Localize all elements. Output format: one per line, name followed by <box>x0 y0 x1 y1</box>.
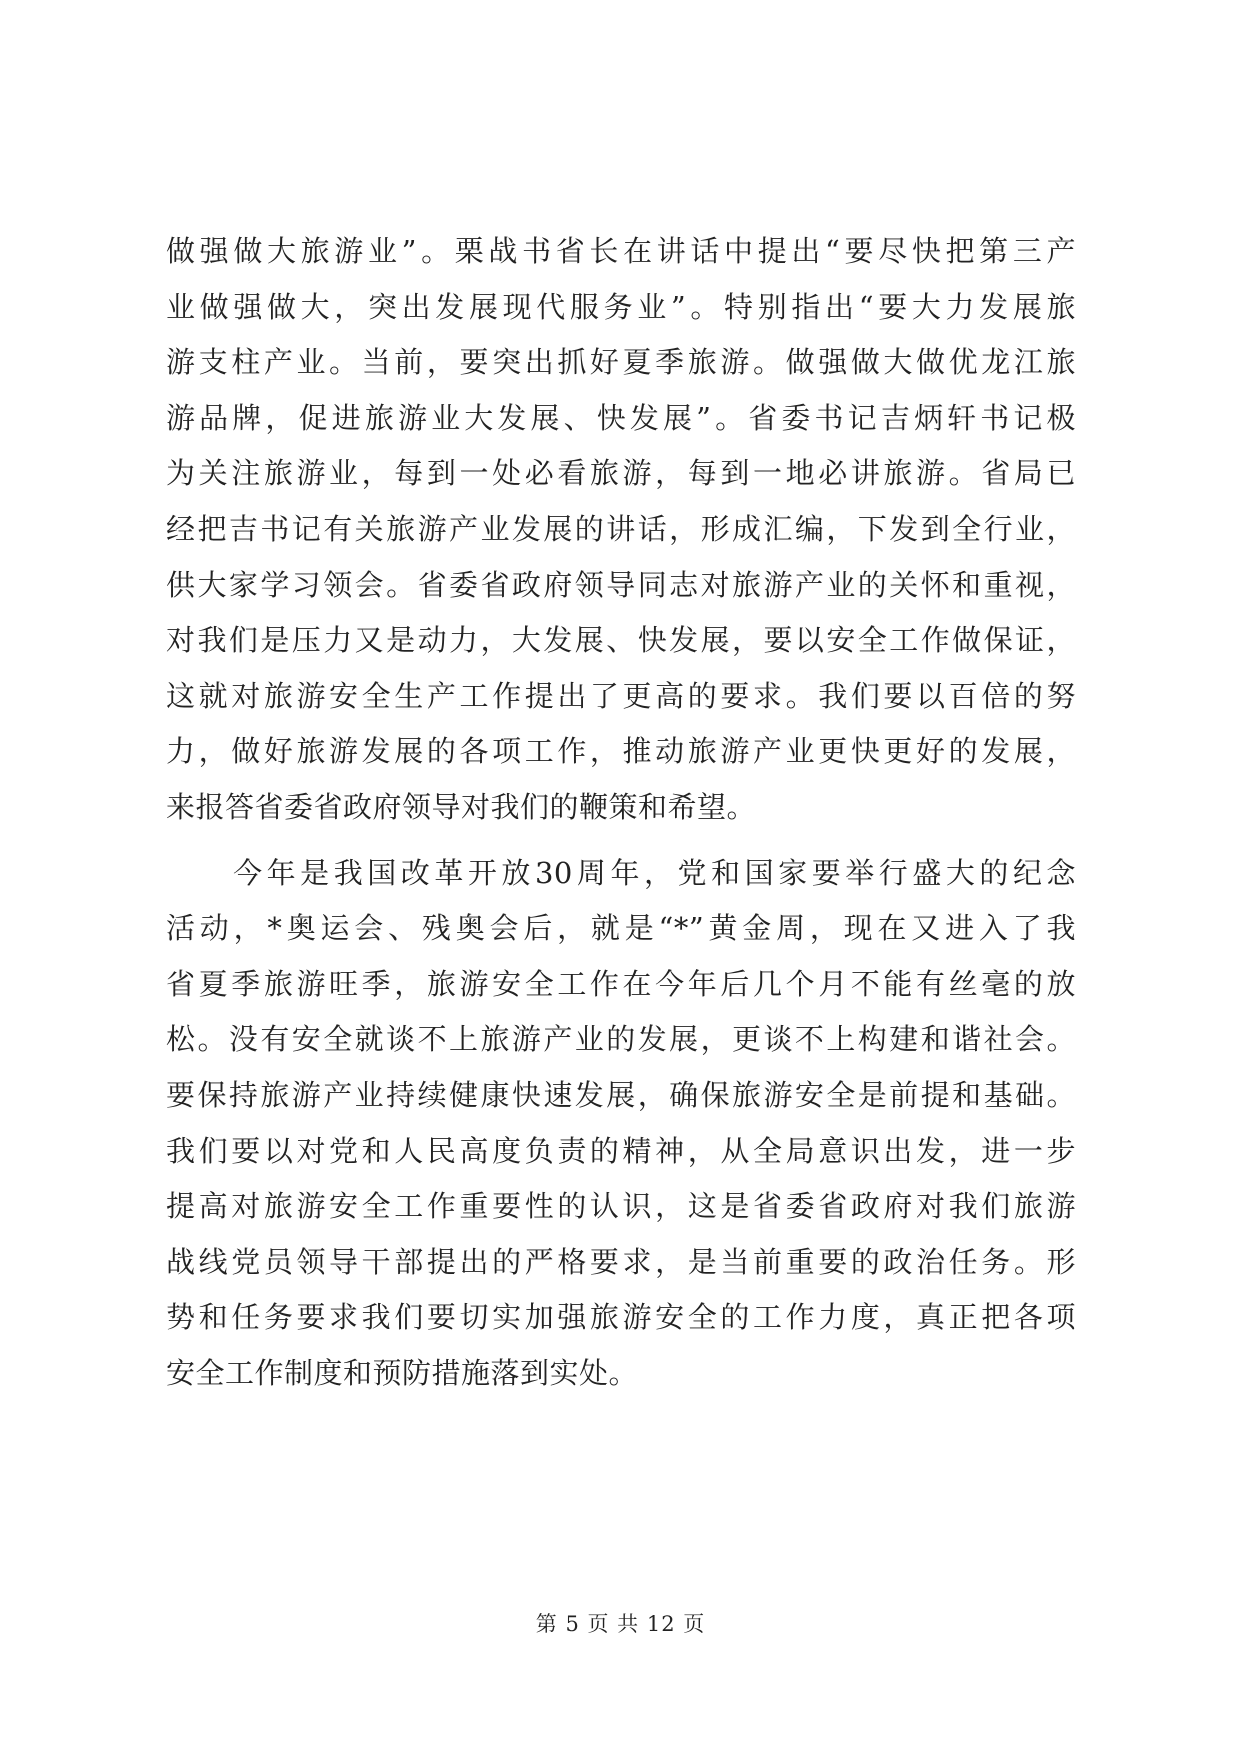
text-line: 省夏季旅游旺季，旅游安全工作在今年后几个月不能有丝毫的放 <box>166 966 1076 1001</box>
text-line: 经把吉书记有关旅游产业发展的讲话，形成汇编，下发到全行业， <box>166 511 1076 546</box>
text-line: 做强做大旅游业”。栗战书省长在讲话中提出“要尽快把第三产 <box>166 234 1076 268</box>
text-line: 游品牌，促进旅游业大发展、快发展”。省委书记吉炳轩书记极 <box>166 400 1076 435</box>
text-line: 为关注旅游业，每到一处必看旅游，每到一地必讲旅游。省局已 <box>166 456 1076 491</box>
text-line: 这就对旅游安全生产工作提出了更高的要求。我们要以百倍的努 <box>166 678 1076 713</box>
text-line: 我们要以对党和人民高度负责的精神，从全局意识出发，进一步 <box>166 1133 1076 1168</box>
body-text <box>166 224 1076 1401</box>
text-line: 来报答省委省政府领导对我们的鞭策和希望。 <box>166 789 757 824</box>
paragraph-2 <box>166 846 1076 1402</box>
paragraph-1 <box>166 224 1076 836</box>
text-line: 提高对旅游安全工作重要性的认识，这是省委省政府对我们旅游 <box>166 1189 1076 1224</box>
text-line: 势和任务要求我们要切实加强旅游安全的工作力度，真正把各项 <box>166 1300 1076 1335</box>
text-line: 对我们是压力又是动力，大发展、快发展，要以安全工作做保证， <box>166 623 1076 658</box>
text-line: 力，做好旅游发展的各项工作，推动旅游产业更快更好的发展， <box>166 734 1076 769</box>
text-line: 今年是我国改革开放30周年，党和国家要举行盛大的纪念 <box>166 855 1076 890</box>
paragraph-gap <box>166 836 1076 846</box>
text-line: 松。没有安全就谈不上旅游产业的发展，更谈不上构建和谐社会。 <box>166 1022 1076 1057</box>
text-line: 要保持旅游产业持续健康快速发展，确保旅游安全是前提和基础。 <box>166 1077 1076 1112</box>
text-line: 供大家学习领会。省委省政府领导同志对旅游产业的关怀和重视， <box>166 567 1076 602</box>
text-line: 安全工作制度和预防措施落到实处。 <box>166 1355 639 1390</box>
page-footer: 第 5 页 共 12 页 <box>535 1612 706 1636</box>
text-line: 战线党员领导干部提出的严格要求，是当前重要的政治任务。形 <box>166 1244 1076 1279</box>
text-line: 游支柱产业。当前，要突出抓好夏季旅游。做强做大做优龙江旅 <box>166 345 1076 380</box>
text-line: 活动，*奥运会、残奥会后，就是“*”黄金周，现在又进入了我 <box>166 911 1076 946</box>
text-line: 业做强做大，突出发展现代服务业”。特别指出“要大力发展旅 <box>166 289 1076 324</box>
